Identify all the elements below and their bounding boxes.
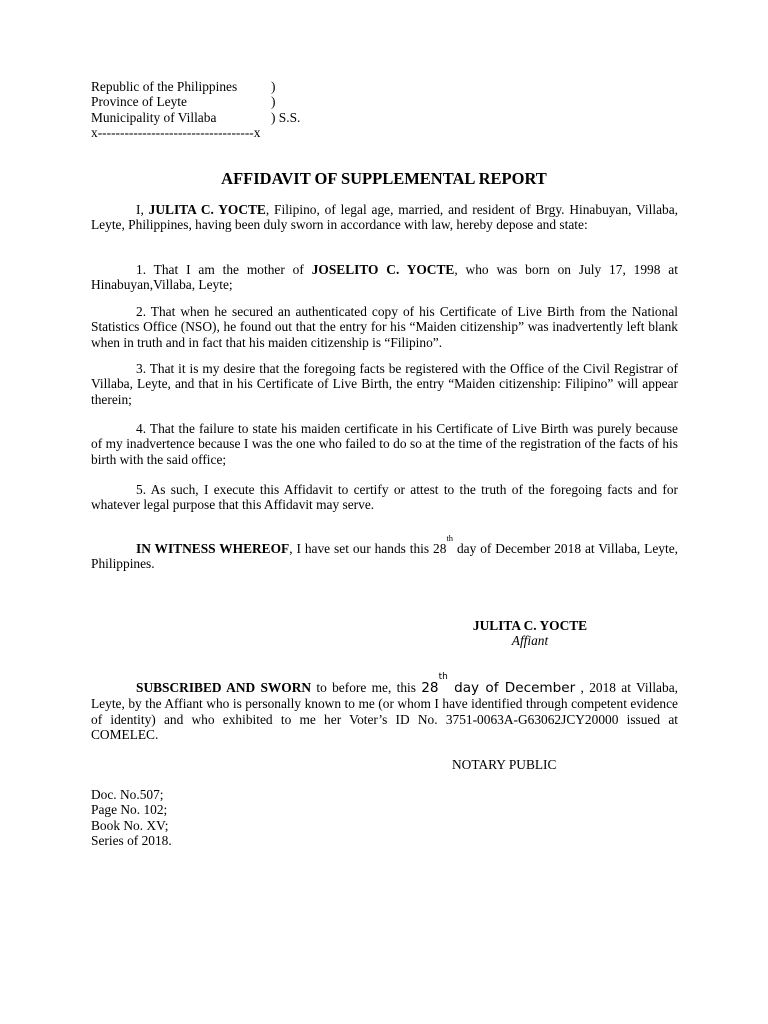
jurat-dayrest: day of December bbox=[447, 680, 576, 696]
venue-province: Province of Leyte bbox=[91, 94, 187, 110]
witness-sup: th bbox=[446, 533, 454, 543]
p1-rest: , who was born on July 17, 1998 at Hinabuyan,Villaba, Leyte; bbox=[91, 262, 678, 293]
book-number: Book No. XV; bbox=[91, 817, 169, 833]
p1-pre: 1. That I am the mother of bbox=[136, 262, 312, 277]
venue-block bbox=[91, 79, 300, 140]
jurat-post: , 2018 at Villaba, Leyte, by the Affiant who is personally known to me (or whom I have identified through competent evidence of identity) and who exhibited to me her Voter’s ID No. 3751-0063A-G63062JCY20000 issued at COMELEC. bbox=[91, 680, 678, 742]
document-title: AFFIDAVIT OF SUPPLEMENTAL REPORT bbox=[221, 169, 547, 188]
jurat-lead: SUBSCRIBED AND SWORN bbox=[136, 680, 312, 695]
venue-republic: Republic of the Philippines bbox=[91, 79, 238, 94]
witness-paragraph bbox=[91, 533, 678, 572]
son-name: JOSELITO C. YOCTE bbox=[311, 262, 455, 277]
jurat-pre: to before me, this bbox=[311, 680, 422, 695]
paragraph-1 bbox=[91, 262, 678, 293]
page-number: Page No. 102; bbox=[91, 802, 168, 818]
affiant-role: Affiant bbox=[511, 633, 549, 649]
paragraph-5: 5. As such, I execute this Affidavit to certify or attest to the truth of the foregoing facts and for whatever legal purpose that this Affidavit may serve. bbox=[91, 482, 678, 513]
doc-number: Doc. No.507; bbox=[91, 787, 164, 802]
intro-paragraph bbox=[91, 202, 678, 233]
venue-divider: x-----------------------------------x bbox=[91, 124, 261, 140]
series-year: Series of 2018. bbox=[91, 832, 172, 848]
jurat-paragraph bbox=[91, 672, 678, 742]
signature-block bbox=[390, 618, 670, 649]
jurat-sup: th bbox=[438, 672, 448, 682]
affiant-signature-name: JULITA C. YOCTE bbox=[472, 618, 588, 633]
venue-municipality: Municipality of Villaba bbox=[91, 109, 217, 125]
venue-paren-2: ) bbox=[271, 94, 276, 110]
affiant-name-intro: JULITA C. YOCTE bbox=[148, 202, 266, 217]
venue-ss: ) S.S. bbox=[271, 109, 301, 125]
paragraph-4: 4. That the failure to state his maiden certificate in his Certificate of Live Birth was purely because of my inadvertence because I was the one who failed to do so at the time of the registration of the facts of his birth with the said office; bbox=[91, 421, 678, 467]
intro-rest: , Filipino, of legal age, married, and resident of Brgy. Hinabuyan, Villaba, Leyte, Philippines, having been duly sworn in accordance with law, hereby depose and state: bbox=[91, 202, 678, 233]
notary-public-label: NOTARY PUBLIC bbox=[452, 757, 557, 772]
doc-info-block bbox=[91, 787, 172, 848]
witness-pre: , I have set our hands this 28 bbox=[289, 541, 447, 556]
jurat-date bbox=[421, 672, 576, 696]
paragraph-3: 3. That it is my desire that the foregoing facts be registered with the Office of the Civil Registrar of Villaba, Leyte, and that in his Certificate of Live Birth, the entry “Maiden citizenship: Filipino” will appear therein; bbox=[91, 361, 678, 407]
witness-post: day of December 2018 at Villaba, Leyte, Philippines. bbox=[91, 541, 678, 572]
jurat-day: 28 bbox=[421, 680, 439, 696]
paragraph-2: 2. That when he secured an authenticated copy of his Certificate of Live Birth from the National Statistics Office (NSO), he found out that the entry for his “Maiden citizenship” was inadvertently left blank when in truth and in fact that his maiden citizenship is “Filipino”. bbox=[91, 304, 678, 350]
intro-pre: I, bbox=[136, 202, 149, 217]
venue-paren-1: ) bbox=[271, 79, 276, 94]
witness-lead: IN WITNESS WHEREOF bbox=[136, 541, 290, 556]
